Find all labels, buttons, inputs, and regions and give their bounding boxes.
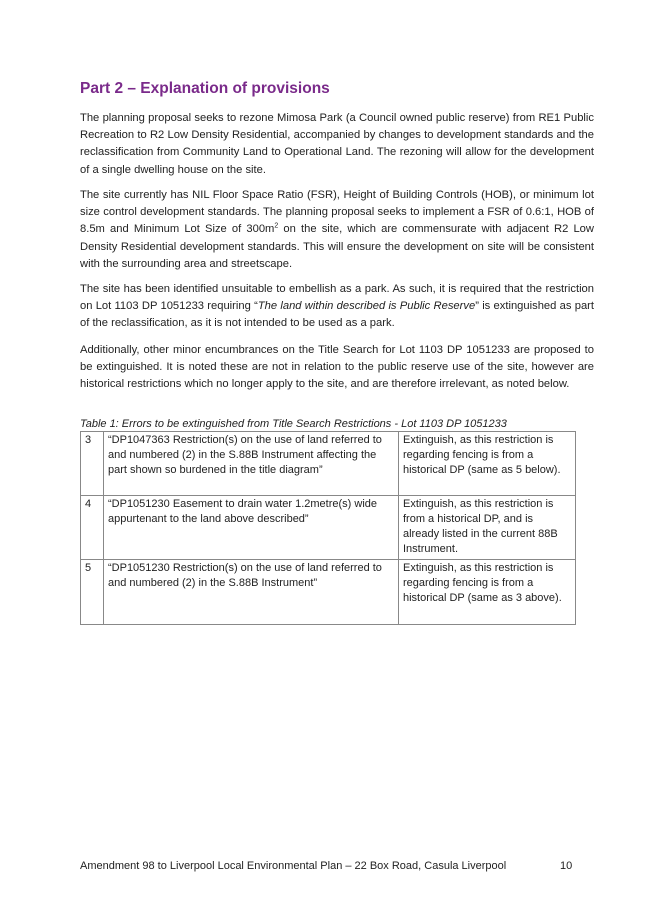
restriction-text: “DP1051230 Restriction(s) on the use of land referred to and numbered (2) in the S.88B Instrument” [104, 560, 399, 625]
restriction-text: “DP1047363 Restriction(s) on the use of land referred to and numbered (2) in the S.88B Instrument affecting the part shown so burdened in the title diagram” [104, 432, 399, 496]
footer-title: Amendment 98 to Liverpool Local Environmental Plan – 22 Box Road, Casula Liverpool [80, 860, 507, 872]
restriction-text: “DP1051230 Easement to drain water 1.2metre(s) wide appurtenant to the land above described” [104, 496, 399, 560]
action-text: Extinguish, as this restriction is from a historical DP, and is already listed in the current 88B Instrument. [399, 496, 576, 560]
superscript-squared: 2 [274, 222, 279, 230]
table-row [81, 432, 576, 496]
quoted-restriction: The land within described is Public Reserve [257, 300, 476, 313]
paragraph-rezoning: The planning proposal seeks to rezone Mimosa Park (a Council owned public reserve) from RE1 Public Recreation to R2 Low Density Residential, accompanied by changes to development standards and the reclassification from Community Land to Operational Land. The rezoning will allow for the development of a single dwelling house on the site. [80, 112, 594, 176]
row-number: 5 [81, 560, 104, 625]
paragraph-development-standards [80, 187, 594, 273]
paragraph-reclass-part1: The site has been identified unsuitable to embellish as a park. As such, it is required that the restriction on Lot 1103 DP 1051233 requiring “ [80, 283, 594, 313]
table-row [81, 560, 576, 625]
paragraph-encumbrances: Additionally, other minor encumbrances on the Title Search for Lot 1103 DP 1051233 are proposed to be extinguished. It is noted these are not in relation to the public reserve use of the site, however are historical restrictions which no longer apply to the site, and are therefore irrelevant, as noted below. [80, 344, 594, 391]
row-number: 3 [81, 432, 104, 496]
paragraph-reclassification [80, 281, 594, 333]
row-number: 4 [81, 496, 104, 560]
action-text: Extinguish, as this restriction is regarding fencing is from a historical DP (same as 3 above). [399, 560, 576, 625]
paragraph-standards-part2: on the site, which are commensurate with adjacent R2 Low Density Residential development standards. This will ensure the development on site will be consistent with the surrounding area and streetscape. [80, 223, 594, 270]
action-text: Extinguish, as this restriction is regarding fencing is from a historical DP (same as 5 below). [399, 432, 576, 496]
page-number: 10 [560, 860, 573, 872]
paragraph-standards-part1: The site currently has NIL Floor Space Ratio (FSR), Height of Building Controls (HOB), or minimum lot size control development standards. The planning proposal seeks to implement a FSR of 0.6:1, HOB of 8.5m and Minimum Lot Size of 300m [80, 189, 594, 236]
table-row [81, 496, 576, 560]
section-heading: Part 2 – Explanation of provisions [80, 80, 330, 97]
table-caption: Table 1: Errors to be extinguished from Title Search Restrictions - Lot 1103 DP 1051233 [80, 418, 507, 430]
paragraph-reclass-part2: ” is extinguished as part of the reclassification, as it is not intended to be used as a park. [80, 300, 594, 330]
restrictions-table [80, 431, 576, 625]
